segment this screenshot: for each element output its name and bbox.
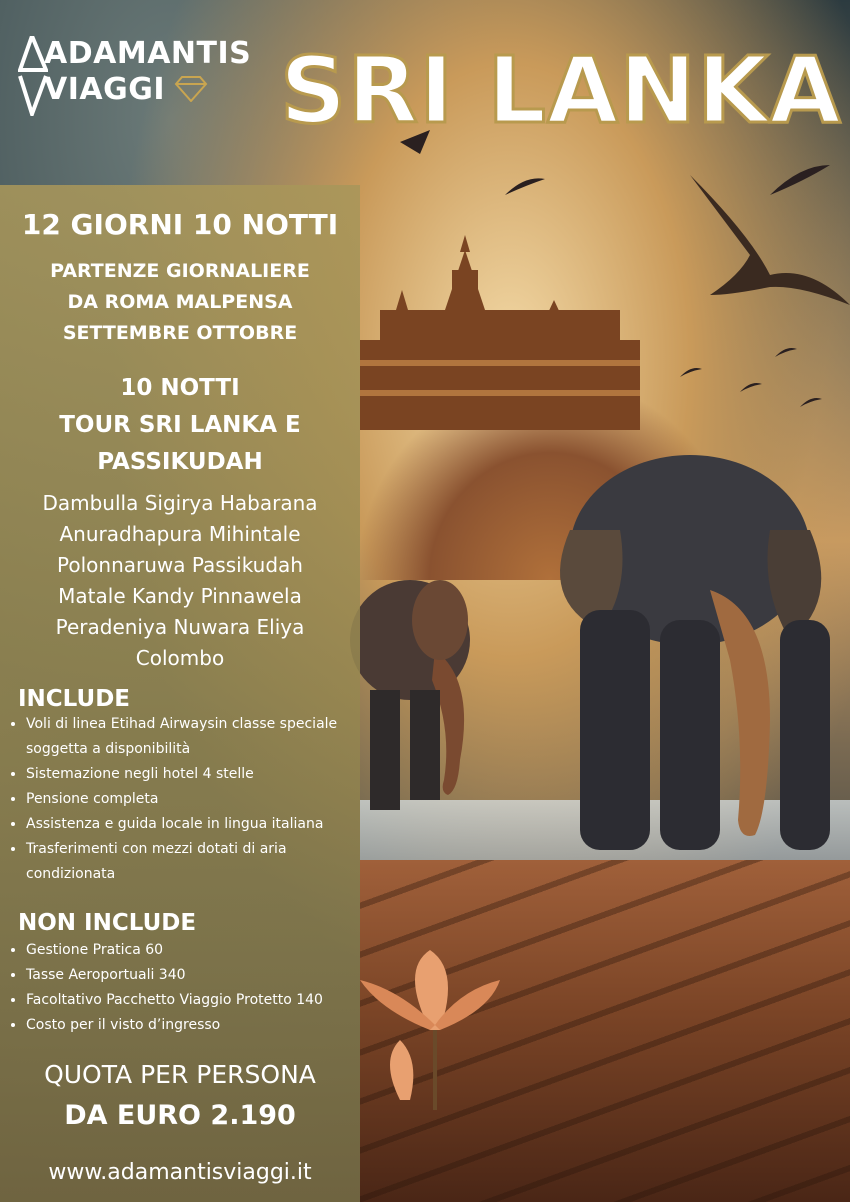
bird-large-illustration [690, 175, 850, 315]
website-link[interactable]: www.adamantisviaggi.it [48, 1160, 312, 1185]
include-list [8, 712, 378, 887]
city-line: Peradeniya Nuwara Eliya [55, 615, 305, 639]
bird-small-4 [680, 365, 702, 377]
tour-line: PASSIKUDAH [97, 449, 263, 475]
brand-logo [18, 36, 252, 126]
logo-line2: VIAGGI [44, 72, 166, 107]
not-include-item: • Tasse Aeroportuali 340 [26, 963, 378, 988]
cities-list [0, 488, 360, 674]
not-include-item: • Costo per il visto d’ingresso [26, 1013, 378, 1038]
not-include-item: • Gestione Pratica 60 [26, 938, 378, 963]
include-heading: INCLUDE [18, 686, 131, 712]
include-item: • Assistenza e guida locale in lingua italiana [26, 812, 378, 837]
not-include-item: • Facoltativo Pacchetto Viaggio Protetto 140 [26, 988, 378, 1013]
include-item: • Sistemazione negli hotel 4 stelle [26, 762, 378, 787]
bird-small-7 [775, 345, 797, 357]
lotus-flowers-illustration [360, 950, 510, 1110]
city-line: Anuradhapura Mihintale [59, 522, 301, 546]
not-include-heading: NON INCLUDE [18, 910, 197, 936]
tour-line: 10 NOTTI [120, 375, 240, 401]
city-line: Polonnaruwa Passikudah [57, 553, 303, 577]
logo-line1: ADAMANTIS [44, 36, 252, 71]
departures-line: PARTENZE GIORNALIERE [50, 260, 310, 282]
departures-block [0, 256, 360, 349]
city-line: Matale Kandy Pinnawela [58, 584, 302, 608]
departures-line: DA ROMA MALPENSA [67, 291, 293, 313]
bird-small-6 [800, 395, 822, 407]
temple-illustration [360, 230, 650, 430]
city-line: Dambulla Sigirya Habarana [42, 491, 318, 515]
not-include-list [8, 938, 378, 1038]
trip-duration: 12 GIORNI 10 NOTTI [21, 208, 339, 241]
include-item: • Pensione completa [26, 787, 378, 812]
tour-block [0, 370, 360, 481]
bird-small-2 [770, 165, 830, 195]
large-elephant-illustration [530, 440, 850, 870]
include-item: • Voli di linea Etihad Airwaysin classe speciale soggetta a disponibilità [26, 712, 378, 762]
include-item: • Trasferimenti con mezzi dotati di aria condizionata [26, 837, 378, 887]
tour-line: TOUR SRI LANKA E [59, 412, 301, 438]
price-value: DA EURO 2.190 [64, 1100, 296, 1131]
diamond-icon [174, 76, 208, 102]
bird-small-1 [505, 175, 545, 195]
price-label: QUOTA PER PERSONA [44, 1060, 316, 1089]
departures-line: SETTEMBRE OTTOBRE [62, 322, 298, 344]
destination-title: SRI LANKA [280, 37, 842, 144]
city-line: Colombo [135, 646, 225, 670]
bird-small-5 [740, 380, 762, 392]
